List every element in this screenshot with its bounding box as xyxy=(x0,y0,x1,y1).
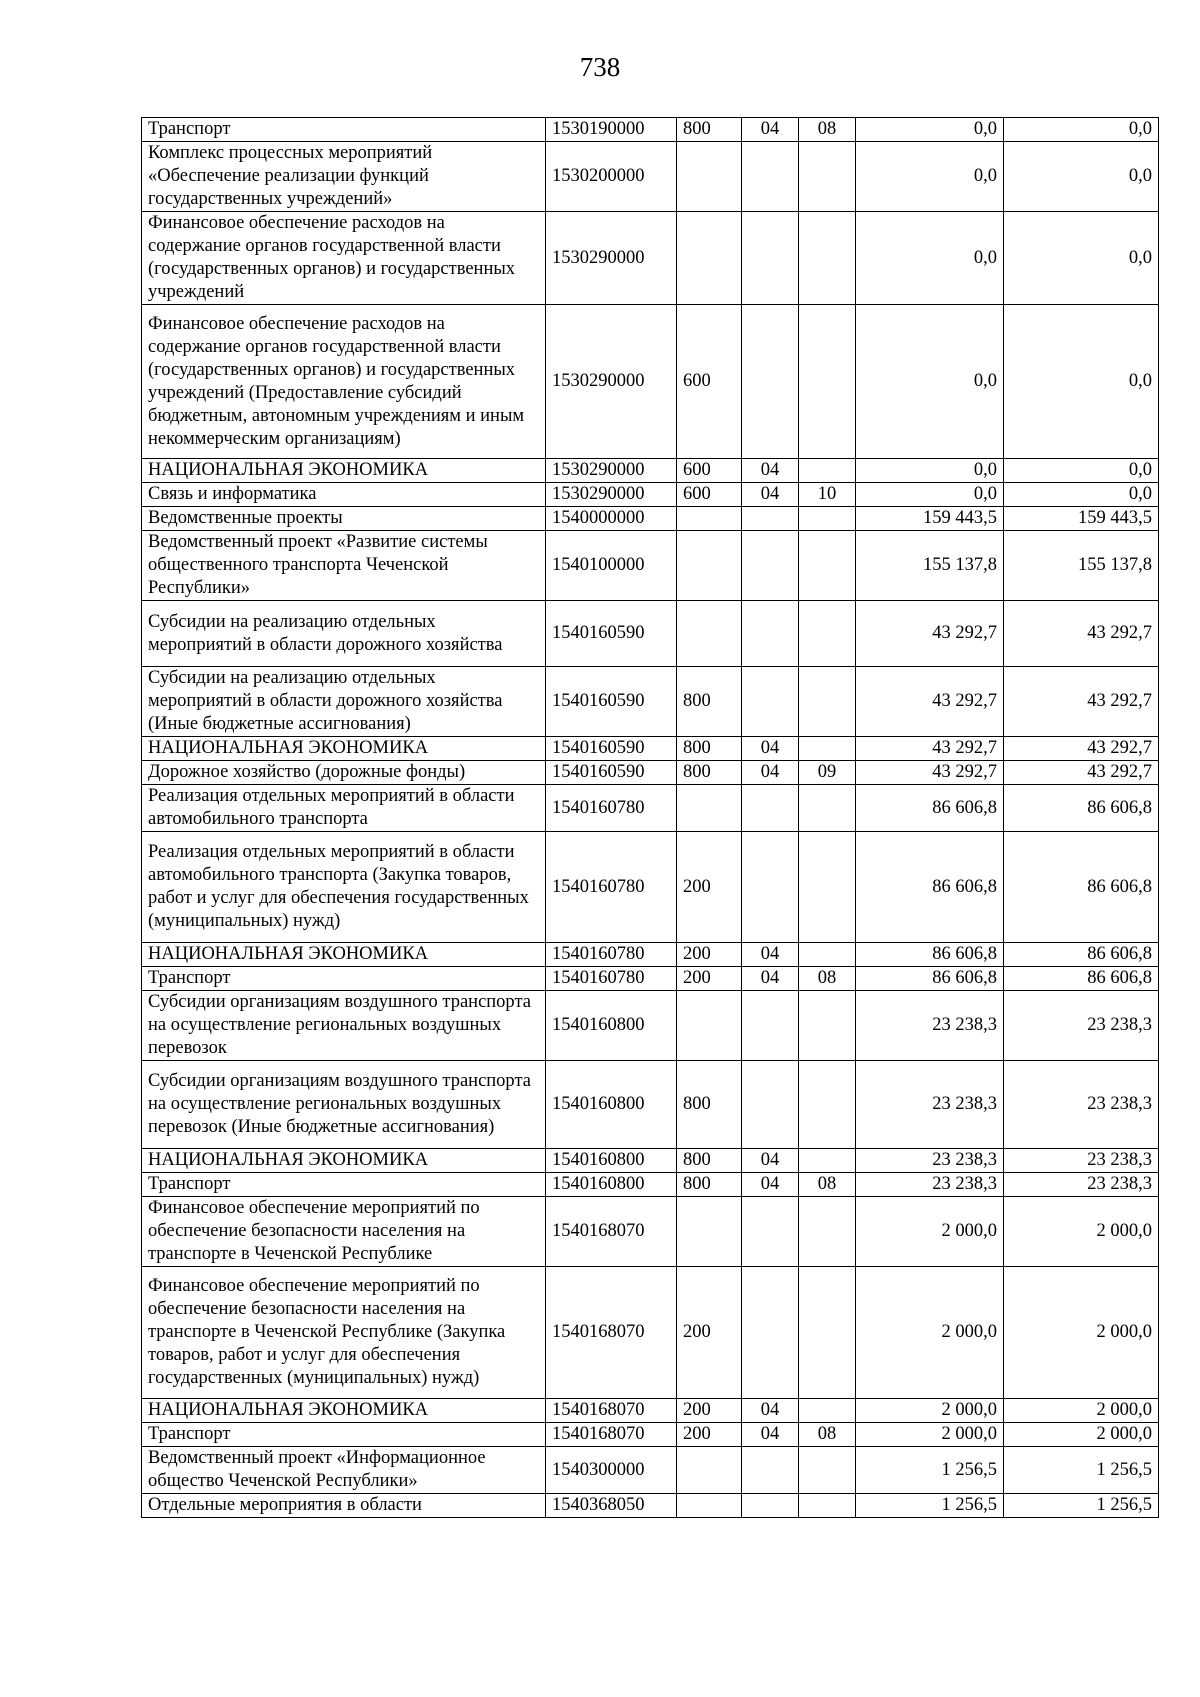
row-name-cell: НАЦИОНАЛЬНАЯ ЭКОНОМИКА xyxy=(142,1149,546,1173)
amount-year-1-cell: 0,0 xyxy=(856,483,1004,507)
subsection-cell xyxy=(799,737,856,761)
table-row xyxy=(142,118,1159,142)
amount-year-1-cell: 43 292,7 xyxy=(856,761,1004,785)
row-name-cell: Транспорт xyxy=(142,1423,546,1447)
amount-year-1-cell: 0,0 xyxy=(856,305,1004,459)
table-row xyxy=(142,1423,1159,1447)
table-row xyxy=(142,1447,1159,1494)
amount-year-2-cell: 86 606,8 xyxy=(1004,832,1159,943)
expense-type-cell: 800 xyxy=(677,737,742,761)
amount-year-2-cell: 86 606,8 xyxy=(1004,943,1159,967)
row-name-cell: Ведомственные проекты xyxy=(142,507,546,531)
target-code-cell: 1540160590 xyxy=(546,667,677,737)
row-name-cell: Реализация отдельных мероприятий в области автомобильного транспорта xyxy=(142,785,546,832)
amount-year-2-cell: 86 606,8 xyxy=(1004,967,1159,991)
expense-type-cell xyxy=(677,1197,742,1267)
page-number: 738 xyxy=(579,52,621,82)
amount-year-2-cell: 43 292,7 xyxy=(1004,737,1159,761)
amount-year-1-cell: 43 292,7 xyxy=(856,737,1004,761)
target-code-cell: 1530290000 xyxy=(546,305,677,459)
section-cell xyxy=(742,1197,799,1267)
target-code-cell: 1540160800 xyxy=(546,991,677,1061)
row-name-cell: Связь и информатика xyxy=(142,483,546,507)
amount-year-1-cell: 2 000,0 xyxy=(856,1399,1004,1423)
row-name-cell: Транспорт xyxy=(142,118,546,142)
amount-year-1-cell: 2 000,0 xyxy=(856,1423,1004,1447)
row-name-cell: Дорожное хозяйство (дорожные фонды) xyxy=(142,761,546,785)
section-cell: 04 xyxy=(742,1149,799,1173)
table-row xyxy=(142,761,1159,785)
expense-type-cell: 200 xyxy=(677,832,742,943)
amount-year-1-cell: 159 443,5 xyxy=(856,507,1004,531)
row-name-cell: Транспорт xyxy=(142,1173,546,1197)
table-row xyxy=(142,737,1159,761)
row-name-cell: Субсидии на реализацию отдельных мероприятий в области дорожного хозяйства (Иные бюджетные ассигнования) xyxy=(142,667,546,737)
amount-year-2-cell: 0,0 xyxy=(1004,459,1159,483)
section-cell: 04 xyxy=(742,1173,799,1197)
amount-year-1-cell: 86 606,8 xyxy=(856,943,1004,967)
target-code-cell: 1530200000 xyxy=(546,142,677,212)
target-code-cell: 1540160590 xyxy=(546,737,677,761)
table-row xyxy=(142,943,1159,967)
expense-type-cell: 800 xyxy=(677,1173,742,1197)
section-cell: 04 xyxy=(742,118,799,142)
amount-year-2-cell: 86 606,8 xyxy=(1004,785,1159,832)
row-name-cell: Отдельные мероприятия в области xyxy=(142,1494,546,1518)
table-row xyxy=(142,991,1159,1061)
expense-type-cell: 800 xyxy=(677,1061,742,1149)
expense-type-cell: 800 xyxy=(677,667,742,737)
subsection-cell xyxy=(799,785,856,832)
amount-year-1-cell: 86 606,8 xyxy=(856,832,1004,943)
section-cell: 04 xyxy=(742,737,799,761)
amount-year-2-cell: 43 292,7 xyxy=(1004,601,1159,667)
section-cell: 04 xyxy=(742,967,799,991)
amount-year-1-cell: 43 292,7 xyxy=(856,667,1004,737)
row-name-cell: Субсидии на реализацию отдельных мероприятий в области дорожного хозяйства xyxy=(142,601,546,667)
section-cell xyxy=(742,667,799,737)
table-row xyxy=(142,142,1159,212)
subsection-cell xyxy=(799,601,856,667)
subsection-cell: 08 xyxy=(799,1423,856,1447)
expense-type-cell xyxy=(677,1447,742,1494)
amount-year-2-cell: 2 000,0 xyxy=(1004,1423,1159,1447)
amount-year-1-cell: 155 137,8 xyxy=(856,531,1004,601)
expense-type-cell: 200 xyxy=(677,1423,742,1447)
table-row xyxy=(142,1149,1159,1173)
subsection-cell xyxy=(799,531,856,601)
target-code-cell: 1540100000 xyxy=(546,531,677,601)
row-name-cell: Ведомственный проект «Развитие системы общественного транспорта Чеченской Республики» xyxy=(142,531,546,601)
amount-year-2-cell: 0,0 xyxy=(1004,483,1159,507)
row-name-cell: Реализация отдельных мероприятий в области автомобильного транспорта (Закупка товаров, работ и услуг для обеспечения государственных (муниципальных) нужд) xyxy=(142,832,546,943)
amount-year-2-cell: 23 238,3 xyxy=(1004,1173,1159,1197)
expense-type-cell: 200 xyxy=(677,1267,742,1399)
table-row xyxy=(142,1173,1159,1197)
expense-type-cell xyxy=(677,1494,742,1518)
subsection-cell xyxy=(799,832,856,943)
section-cell: 04 xyxy=(742,1423,799,1447)
row-name-cell: НАЦИОНАЛЬНАЯ ЭКОНОМИКА xyxy=(142,737,546,761)
row-name-cell: Финансовое обеспечение расходов на содержание органов государственной власти (государственных органов) и государственных учреждений (Предоставление субсидий бюджетным, автономным учреждениям и иным некоммерческим организациям) xyxy=(142,305,546,459)
expense-type-cell: 600 xyxy=(677,483,742,507)
amount-year-1-cell: 0,0 xyxy=(856,459,1004,483)
table-row xyxy=(142,459,1159,483)
expense-type-cell: 600 xyxy=(677,305,742,459)
target-code-cell: 1530190000 xyxy=(546,118,677,142)
amount-year-1-cell: 2 000,0 xyxy=(856,1197,1004,1267)
section-cell xyxy=(742,601,799,667)
amount-year-2-cell: 2 000,0 xyxy=(1004,1197,1159,1267)
subsection-cell xyxy=(799,1149,856,1173)
section-cell: 04 xyxy=(742,459,799,483)
subsection-cell: 08 xyxy=(799,1173,856,1197)
amount-year-2-cell: 0,0 xyxy=(1004,305,1159,459)
table-row xyxy=(142,967,1159,991)
row-name-cell: Финансовое обеспечение расходов на содержание органов государственной власти (государственных органов) и государственных учреждений xyxy=(142,212,546,305)
table-row xyxy=(142,1494,1159,1518)
amount-year-1-cell: 23 238,3 xyxy=(856,1149,1004,1173)
amount-year-1-cell: 1 256,5 xyxy=(856,1447,1004,1494)
subsection-cell xyxy=(799,1061,856,1149)
expense-type-cell: 200 xyxy=(677,943,742,967)
target-code-cell: 1540000000 xyxy=(546,507,677,531)
row-name-cell: НАЦИОНАЛЬНАЯ ЭКОНОМИКА xyxy=(142,1399,546,1423)
subsection-cell: 10 xyxy=(799,483,856,507)
target-code-cell: 1540160780 xyxy=(546,832,677,943)
subsection-cell xyxy=(799,991,856,1061)
table-row xyxy=(142,507,1159,531)
target-code-cell: 1540160590 xyxy=(546,601,677,667)
table-row xyxy=(142,483,1159,507)
target-code-cell: 1540160780 xyxy=(546,967,677,991)
target-code-cell: 1530290000 xyxy=(546,212,677,305)
target-code-cell: 1530290000 xyxy=(546,483,677,507)
amount-year-2-cell: 159 443,5 xyxy=(1004,507,1159,531)
subsection-cell xyxy=(799,507,856,531)
section-cell xyxy=(742,142,799,212)
amount-year-1-cell: 0,0 xyxy=(856,118,1004,142)
table-row xyxy=(142,832,1159,943)
amount-year-2-cell: 23 238,3 xyxy=(1004,991,1159,1061)
amount-year-2-cell: 0,0 xyxy=(1004,118,1159,142)
amount-year-2-cell: 43 292,7 xyxy=(1004,667,1159,737)
section-cell xyxy=(742,507,799,531)
subsection-cell xyxy=(799,212,856,305)
subsection-cell xyxy=(799,1494,856,1518)
amount-year-2-cell: 155 137,8 xyxy=(1004,531,1159,601)
expense-type-cell: 600 xyxy=(677,459,742,483)
subsection-cell xyxy=(799,1267,856,1399)
expense-type-cell xyxy=(677,142,742,212)
expense-type-cell xyxy=(677,991,742,1061)
amount-year-2-cell: 1 256,5 xyxy=(1004,1494,1159,1518)
row-name-cell: Комплекс процессных мероприятий «Обеспечение реализации функций государственных учреждений» xyxy=(142,142,546,212)
row-name-cell: Транспорт xyxy=(142,967,546,991)
subsection-cell: 08 xyxy=(799,118,856,142)
table-row xyxy=(142,212,1159,305)
expense-type-cell: 800 xyxy=(677,118,742,142)
subsection-cell xyxy=(799,667,856,737)
expense-type-cell: 800 xyxy=(677,761,742,785)
expense-type-cell: 800 xyxy=(677,1149,742,1173)
amount-year-1-cell: 86 606,8 xyxy=(856,967,1004,991)
section-cell: 04 xyxy=(742,943,799,967)
table-row xyxy=(142,785,1159,832)
amount-year-2-cell: 2 000,0 xyxy=(1004,1267,1159,1399)
row-name-cell: Ведомственный проект «Информационное общество Чеченской Республики» xyxy=(142,1447,546,1494)
expense-type-cell xyxy=(677,212,742,305)
section-cell xyxy=(742,1061,799,1149)
subsection-cell xyxy=(799,1399,856,1423)
target-code-cell: 1540160780 xyxy=(546,785,677,832)
amount-year-1-cell: 23 238,3 xyxy=(856,991,1004,1061)
expense-type-cell xyxy=(677,507,742,531)
table-row xyxy=(142,667,1159,737)
table-row xyxy=(142,305,1159,459)
amount-year-2-cell: 23 238,3 xyxy=(1004,1061,1159,1149)
amount-year-1-cell: 43 292,7 xyxy=(856,601,1004,667)
amount-year-2-cell: 43 292,7 xyxy=(1004,761,1159,785)
expense-type-cell xyxy=(677,531,742,601)
section-cell xyxy=(742,212,799,305)
section-cell: 04 xyxy=(742,761,799,785)
section-cell: 04 xyxy=(742,483,799,507)
subsection-cell xyxy=(799,943,856,967)
table-row xyxy=(142,531,1159,601)
subsection-cell xyxy=(799,1447,856,1494)
target-code-cell: 1540160800 xyxy=(546,1173,677,1197)
section-cell xyxy=(742,832,799,943)
expense-type-cell xyxy=(677,785,742,832)
table-row xyxy=(142,1061,1159,1149)
amount-year-1-cell: 23 238,3 xyxy=(856,1173,1004,1197)
section-cell xyxy=(742,1267,799,1399)
amount-year-1-cell: 0,0 xyxy=(856,212,1004,305)
target-code-cell: 1540168070 xyxy=(546,1423,677,1447)
target-code-cell: 1540160800 xyxy=(546,1061,677,1149)
amount-year-2-cell: 1 256,5 xyxy=(1004,1447,1159,1494)
row-name-cell: Субсидии организациям воздушного транспорта на осуществление региональных воздушных перевозок (Иные бюджетные ассигнования) xyxy=(142,1061,546,1149)
target-code-cell: 1540168070 xyxy=(546,1267,677,1399)
table-body xyxy=(142,118,1159,1518)
amount-year-1-cell: 2 000,0 xyxy=(856,1267,1004,1399)
amount-year-1-cell: 0,0 xyxy=(856,142,1004,212)
expense-type-cell xyxy=(677,601,742,667)
row-name-cell: НАЦИОНАЛЬНАЯ ЭКОНОМИКА xyxy=(142,943,546,967)
amount-year-2-cell: 2 000,0 xyxy=(1004,1399,1159,1423)
target-code-cell: 1540160780 xyxy=(546,943,677,967)
table-row xyxy=(142,1267,1159,1399)
section-cell xyxy=(742,1494,799,1518)
budget-table xyxy=(141,117,1159,1518)
target-code-cell: 1540160590 xyxy=(546,761,677,785)
subsection-cell: 09 xyxy=(799,761,856,785)
subsection-cell xyxy=(799,459,856,483)
target-code-cell: 1540168070 xyxy=(546,1197,677,1267)
section-cell xyxy=(742,305,799,459)
row-name-cell: Финансовое обеспечение мероприятий по обеспечение безопасности населения на транспорте в Чеченской Республике (Закупка товаров, работ и услуг для обеспечения государственных (муниципальных) нужд) xyxy=(142,1267,546,1399)
target-code-cell: 1530290000 xyxy=(546,459,677,483)
target-code-cell: 1540368050 xyxy=(546,1494,677,1518)
subsection-cell xyxy=(799,305,856,459)
subsection-cell xyxy=(799,142,856,212)
section-cell: 04 xyxy=(742,1399,799,1423)
section-cell xyxy=(742,991,799,1061)
section-cell xyxy=(742,785,799,832)
amount-year-2-cell: 0,0 xyxy=(1004,142,1159,212)
target-code-cell: 1540300000 xyxy=(546,1447,677,1494)
row-name-cell: Финансовое обеспечение мероприятий по обеспечение безопасности населения на транспорте в Чеченской Республике xyxy=(142,1197,546,1267)
amount-year-1-cell: 23 238,3 xyxy=(856,1061,1004,1149)
amount-year-2-cell: 23 238,3 xyxy=(1004,1149,1159,1173)
subsection-cell xyxy=(799,1197,856,1267)
expense-type-cell: 200 xyxy=(677,1399,742,1423)
amount-year-1-cell: 86 606,8 xyxy=(856,785,1004,832)
row-name-cell: Субсидии организациям воздушного транспорта на осуществление региональных воздушных перевозок xyxy=(142,991,546,1061)
table-row xyxy=(142,601,1159,667)
target-code-cell: 1540160800 xyxy=(546,1149,677,1173)
amount-year-2-cell: 0,0 xyxy=(1004,212,1159,305)
table-row xyxy=(142,1197,1159,1267)
section-cell xyxy=(742,1447,799,1494)
expense-type-cell: 200 xyxy=(677,967,742,991)
subsection-cell: 08 xyxy=(799,967,856,991)
target-code-cell: 1540168070 xyxy=(546,1399,677,1423)
amount-year-1-cell: 1 256,5 xyxy=(856,1494,1004,1518)
row-name-cell: НАЦИОНАЛЬНАЯ ЭКОНОМИКА xyxy=(142,459,546,483)
table-row xyxy=(142,1399,1159,1423)
section-cell xyxy=(742,531,799,601)
